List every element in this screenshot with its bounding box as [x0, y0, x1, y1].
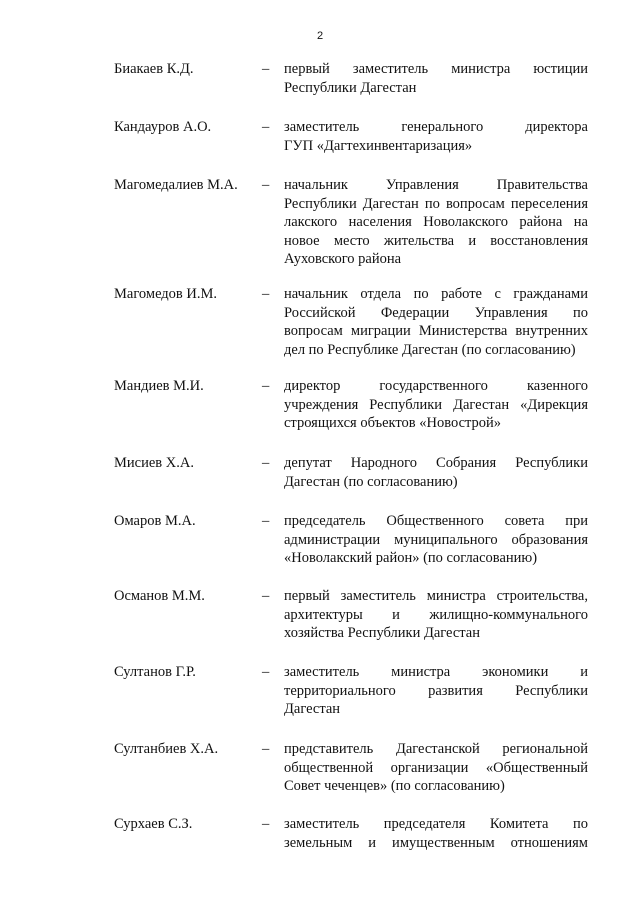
description-line: Республики Дагестан по вопросам переселения — [284, 195, 588, 212]
description-line: архитектуры и жилищно-коммунального — [284, 606, 588, 623]
person-name: Султанов Г.Р. — [114, 664, 196, 680]
description-line: Республики Дагестан — [284, 79, 417, 96]
description-line: строящихся объектов «Новострой» — [284, 415, 502, 431]
person-name: Султанбиев Х.А. — [114, 741, 219, 757]
dash-separator: – — [262, 741, 270, 757]
description-line: Дагестан — [284, 701, 341, 717]
position-description — [284, 60, 588, 97]
description-line: представитель Дагестанской региональной — [284, 741, 588, 757]
description-line: заместитель председателя Комитета по — [284, 816, 588, 832]
description-line: первый заместитель министра строительства, — [284, 588, 588, 604]
person-name: Магомедалиев М.А. — [114, 177, 238, 193]
position-description — [284, 118, 588, 155]
position-description — [284, 663, 588, 719]
description-line: территориального развития Республики — [284, 682, 588, 699]
position-description — [284, 815, 588, 852]
person-name: Омаров М.А. — [114, 513, 196, 529]
position-description — [284, 587, 588, 643]
person-name: Османов М.М. — [114, 588, 205, 604]
description-line: вопросам миграции Министерства внутренних — [284, 323, 588, 339]
description-line: администрации муниципального образования — [284, 531, 588, 548]
position-description — [284, 740, 588, 796]
description-line: новое место жительства и восстановления — [284, 232, 588, 249]
position-description — [284, 285, 588, 359]
person-name: Магомедов И.М. — [114, 286, 218, 302]
person-name: Сурхаев С.З. — [114, 816, 193, 832]
description-line: Дагестан (по согласованию) — [284, 473, 458, 490]
description-line: дел по Республике Дагестан (по согласованию) — [284, 341, 576, 358]
person-name: Мандиев М.И. — [114, 378, 204, 394]
description-line: ГУП «Дагтехинвентаризация» — [284, 137, 473, 154]
dash-separator: – — [262, 177, 270, 193]
position-description — [284, 176, 588, 269]
description-line: депутат Народного Собрания Республики — [284, 455, 588, 471]
dash-separator: – — [262, 455, 270, 471]
description-line: лакского населения Новолакского района на — [284, 214, 588, 230]
dash-separator: – — [262, 816, 270, 832]
dash-separator: – — [262, 513, 270, 529]
description-line: первый заместитель министра юстиции — [284, 61, 588, 77]
description-line: начальник отдела по работе с гражданами — [284, 286, 588, 302]
dash-separator: – — [262, 286, 270, 302]
person-name: Биакаев К.Д. — [114, 61, 194, 77]
dash-separator: – — [262, 664, 270, 680]
description-line: Российской Федерации Управления по — [284, 304, 588, 321]
description-line: Ауховского района — [284, 251, 402, 267]
description-line: «Новолакский район» (по согласованию) — [284, 550, 538, 566]
position-description — [284, 454, 588, 491]
description-line: директор государственного казенного — [284, 378, 588, 394]
person-name: Кандауров А.О. — [114, 119, 212, 135]
dash-separator: – — [262, 61, 270, 77]
description-line: учреждения Республики Дагестан «Дирекция — [284, 396, 588, 413]
dash-separator: – — [262, 588, 270, 604]
dash-separator: – — [262, 119, 270, 135]
description-line: земельным и имущественным отношениям — [284, 834, 588, 851]
dash-separator: – — [262, 378, 270, 394]
position-description — [284, 377, 588, 433]
person-name: Мисиев Х.А. — [114, 455, 194, 471]
description-line: Совет чеченцев» (по согласованию) — [284, 778, 505, 794]
description-line: заместитель министра экономики и — [284, 664, 588, 680]
description-line: начальник Управления Правительства — [284, 177, 588, 193]
page-number: 2 — [316, 30, 324, 42]
description-line: председатель Общественного совета при — [284, 513, 588, 529]
description-line: заместитель генерального директора — [284, 119, 588, 135]
position-description — [284, 512, 588, 568]
description-line: хозяйства Республики Дагестан — [284, 625, 480, 641]
description-line: общественной организации «Общественный — [284, 759, 588, 776]
